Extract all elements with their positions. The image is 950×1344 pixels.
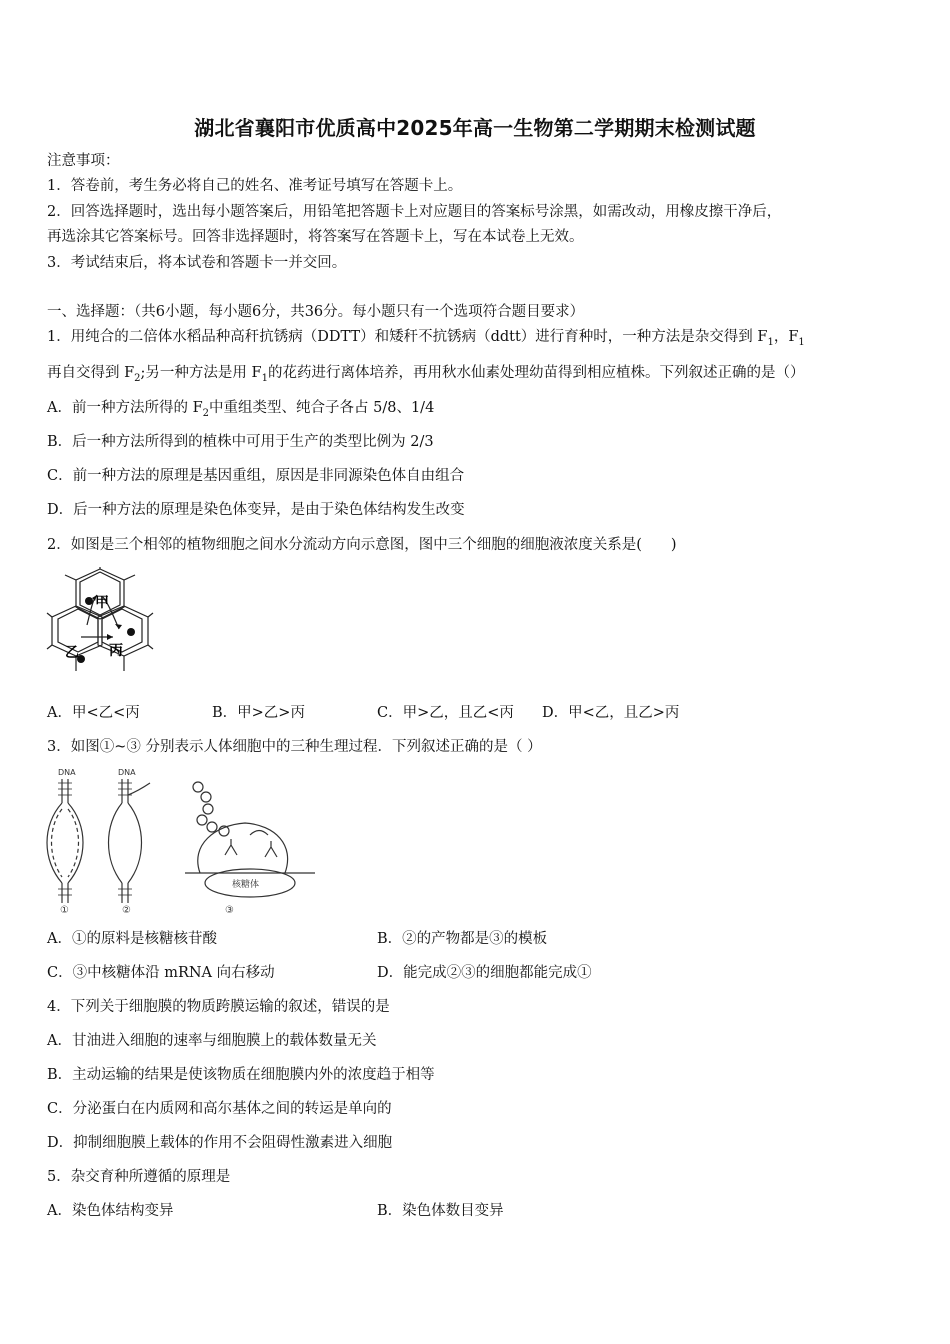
notice-item: 再选涂其它答案标号。回答非选择题时，将答案写在答题卡上，写在本试卷上无效。 (47, 229, 584, 245)
q2-option-d[interactable]: D．甲<乙，且乙>丙 (542, 705, 680, 721)
q1-stem-line1: 1．用纯合的二倍体水稻品种高秆抗锈病（DDTT）和矮秆不抗锈病（ddtt）进行育种时，一种方法是杂交得到 $F_1$，$F_1$ (47, 329, 805, 348)
q5-option-a[interactable]: A．染色体结构变异 (47, 1203, 174, 1219)
notice-item: 2．回答选择题时，选出每小题答案后，用铅笔把答题卡上对应题目的答案标号涂黑，如需改动，用橡皮擦干净后， (47, 204, 782, 220)
q1-option-b[interactable]: B．后一种方法所得到的植株中可用于生产的类型比例为 2/3 (47, 434, 434, 450)
q1-stem-line2: 再自交得到 $F_2$;另一种方法是用 $F_1$的花药进行离体培养，再用秋水仙素处理幼苗得到相应植株。下列叙述正确的是（） (47, 365, 805, 384)
q5-option-b[interactable]: B．染色体数目变异 (377, 1203, 504, 1219)
notice-heading: 注意事项： (47, 153, 120, 169)
q2-option-c[interactable]: C．甲>乙，且乙<丙 (377, 705, 514, 721)
cell-label-bing: 丙 (109, 643, 123, 659)
dna-label-1: DNA (58, 768, 76, 777)
q3-option-a[interactable]: A．①的原料是核糖核苷酸 (47, 931, 217, 947)
q2-stem: 2．如图是三个相邻的植物细胞之间水分流动方向示意图，图中三个细胞的细胞液浓度关系是( ) (47, 537, 677, 553)
cell-label-jia: 甲 (95, 595, 109, 611)
q3-stem: 3．如图①~③ 分别表示人体细胞中的三种生理过程．下列叙述正确的是（ ） (47, 739, 542, 755)
q1-option-d[interactable]: D．后一种方法的原理是染色体变异，是由于染色体结构发生改变 (47, 502, 465, 518)
page-title: 湖北省襄阳市优质高中2025年高一生物第二学期期末检测试题 (194, 116, 756, 140)
q3-option-c[interactable]: C．③中核糖体沿 mRNA 向右移动 (47, 965, 275, 981)
notice-item: 3．考试结束后，将本试卷和答题卡一并交回。 (47, 255, 347, 271)
dna-label-2: DNA (118, 768, 136, 777)
q4-option-b[interactable]: B．主动运输的结果是使该物质在细胞膜内外的浓度趋于相等 (47, 1067, 435, 1083)
fig-num-1: ① (60, 905, 69, 916)
q1-option-c[interactable]: C．前一种方法的原理是基因重组，原因是非同源染色体自由组合 (47, 468, 465, 484)
q3-option-d[interactable]: D．能完成②③的细胞都能完成① (377, 965, 592, 981)
q4-option-d[interactable]: D．抑制细胞膜上载体的作用不会阻碍性激素进入细胞 (47, 1135, 393, 1151)
fig-num-2: ② (122, 905, 131, 916)
q4-option-c[interactable]: C．分泌蛋白在内质网和高尔基体之间的转运是单向的 (47, 1101, 392, 1117)
q1-option-a[interactable]: A．前一种方法所得的 $F_2$中重组类型、纯合子各占 5/8、1/4 (47, 400, 435, 419)
q4-option-a[interactable]: A．甘油进入细胞的速率与细胞膜上的载体数量无关 (47, 1033, 377, 1049)
section-heading: 一、选择题：（共6小题，每小题6分，共36分。每小题只有一个选项符合题目要求） (47, 304, 585, 320)
q2-option-a[interactable]: A．甲<乙<丙 (47, 705, 140, 721)
q4-stem: 4．下列关于细胞膜的物质跨膜运输的叙述，错误的是 (47, 999, 390, 1015)
q5-stem: 5．杂交育种所遵循的原理是 (47, 1169, 231, 1185)
q2-option-b[interactable]: B．甲>乙>丙 (212, 705, 305, 721)
cell-label-yi: 乙 (65, 645, 79, 661)
fig-num-3: ③ (225, 905, 234, 916)
notice-item: 1．答卷前，考生务必将自己的姓名、准考证号填写在答题卡上。 (47, 178, 463, 194)
replication-transcription-translation-diagram (40, 765, 320, 920)
q3-option-b[interactable]: B．②的产物都是③的模板 (377, 931, 548, 947)
ribosome-label: 核糖体 (232, 880, 260, 890)
plant-cells-diagram (45, 567, 155, 677)
